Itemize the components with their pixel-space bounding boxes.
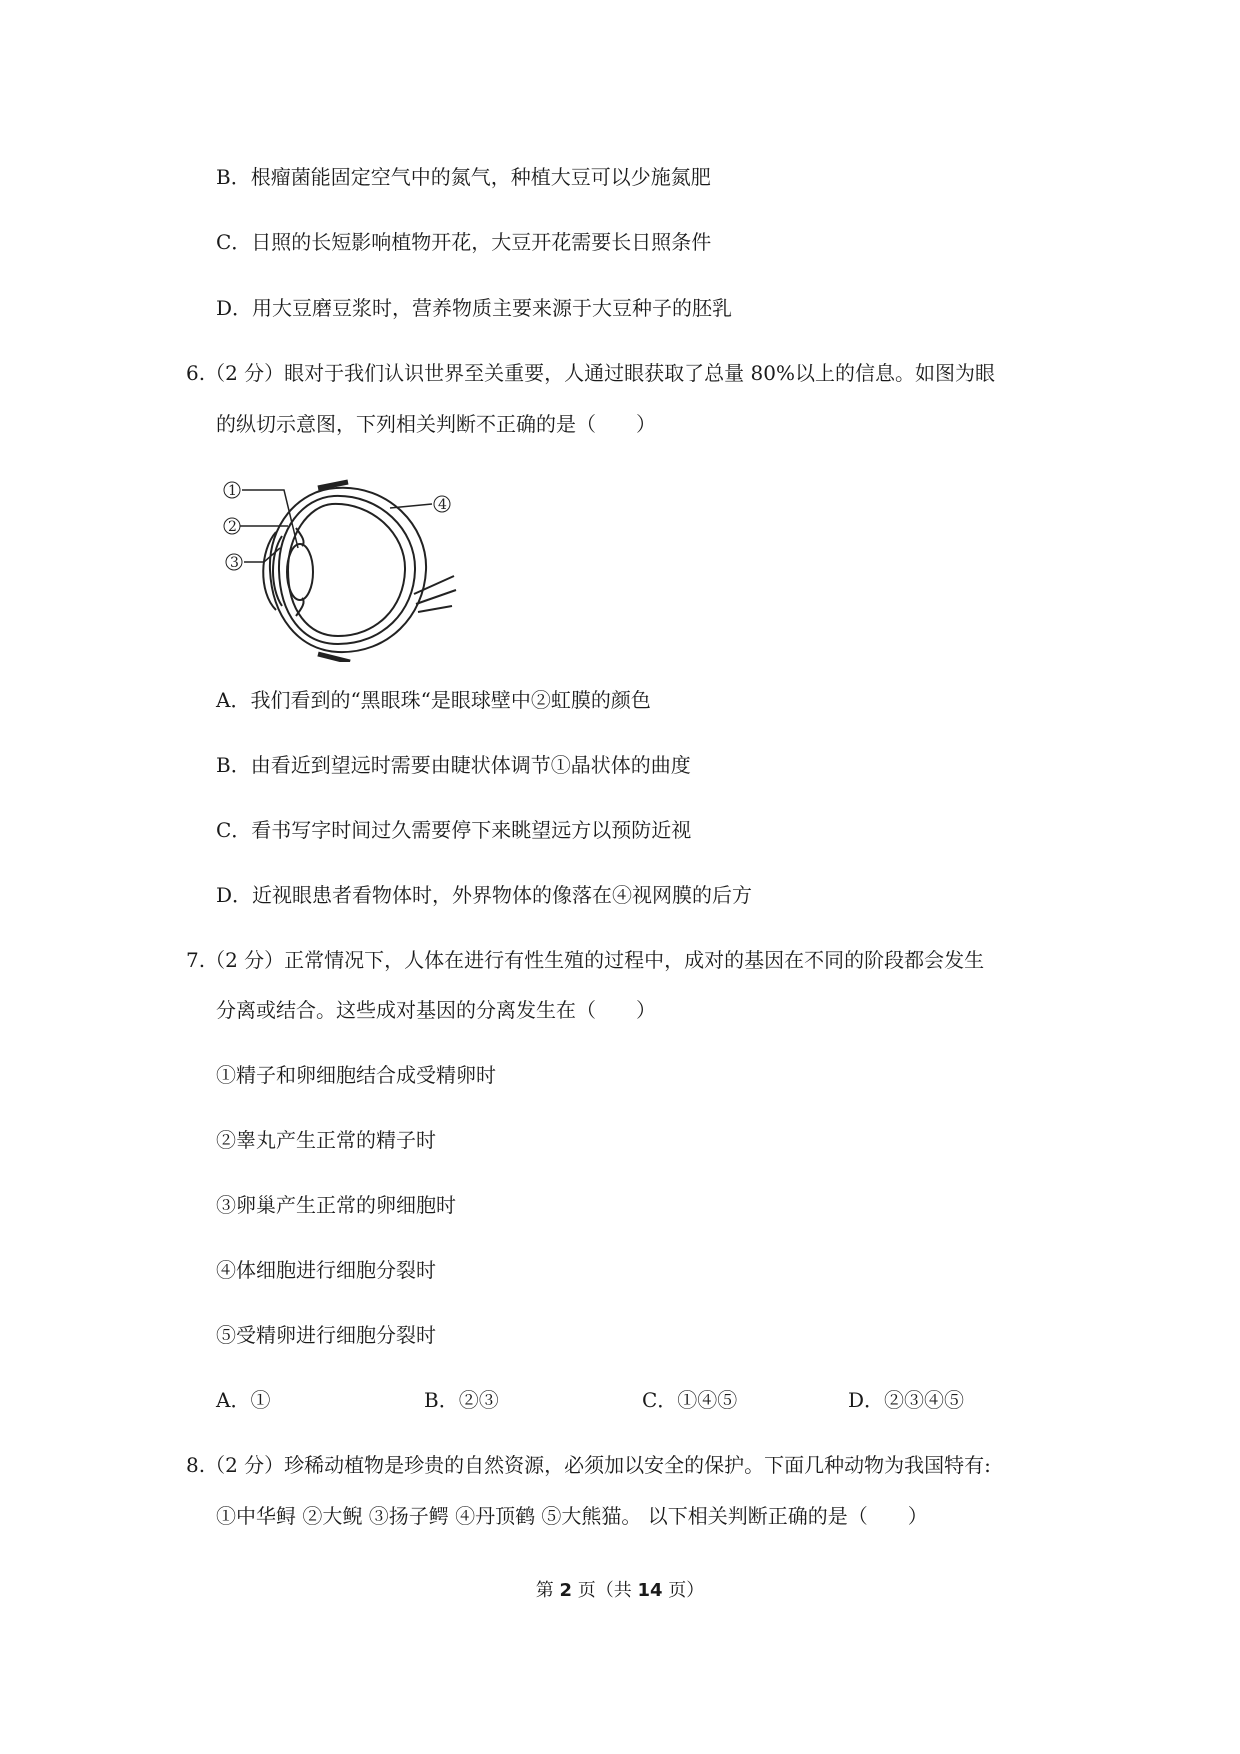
choroid-outline <box>279 496 415 644</box>
optic-nerve-bottom <box>418 606 452 612</box>
q8-stem-line1: 8.（2 分）珍稀动植物是珍贵的自然资源，必须加以安全的保护。下面几种动物为我国特有: <box>186 1453 991 1477</box>
q5-option-b: B．根瘤菌能固定空气中的氮气，种植大豆可以少施氮肥 <box>216 165 711 189</box>
page-footer <box>0 1578 1240 1604</box>
label-2-text: 2 <box>228 519 237 535</box>
q7-item-2: ②睾丸产生正常的精子时 <box>216 1128 436 1152</box>
q5-option-d: D．用大豆磨豆浆时，营养物质主要来源于大豆种子的胚乳 <box>216 296 733 320</box>
optic-nerve-top <box>414 576 454 594</box>
eyelid-bottom-mark <box>318 654 350 662</box>
q6-stem-line2: 的纵切示意图，下列相关判断不正确的是（ ） <box>216 412 656 436</box>
q7-item-3: ③卵巢产生正常的卵细胞时 <box>216 1193 456 1217</box>
eye-diagram-svg <box>218 466 468 662</box>
q6-stem-line1: 6.（2 分）眼对于我们认识世界至关重要，人通过眼获取了总量 80%以上的信息。如图为眼 <box>186 361 995 385</box>
label-3-text: 3 <box>230 555 239 571</box>
footer-page-number: 2 <box>559 1580 572 1601</box>
footer-total-pages: 14 <box>637 1580 663 1601</box>
footer-suffix: 页） <box>662 1580 705 1601</box>
eye-diagram <box>218 466 468 662</box>
q7-item-5: ⑤受精卵进行细胞分裂时 <box>216 1323 436 1347</box>
label-4-text: 4 <box>438 497 447 513</box>
q5-option-c: C．日照的长短影响植物开花，大豆开花需要长日照条件 <box>216 230 712 254</box>
q7-option-c: C．①④⑤ <box>642 1388 738 1412</box>
q6-option-a: A．我们看到的“黑眼珠“是眼球壁中②虹膜的颜色 <box>216 688 651 712</box>
footer-middle: 页（共 <box>572 1580 638 1601</box>
q6-option-b: B．由看近到望远时需要由睫状体调节①晶状体的曲度 <box>216 753 691 777</box>
q7-option-a: A．① <box>216 1388 271 1412</box>
q7-option-d: D．②③④⑤ <box>848 1388 965 1412</box>
retina-outline <box>288 504 405 636</box>
q7-item-4: ④体细胞进行细胞分裂时 <box>216 1258 436 1282</box>
sclera-outline <box>270 488 426 652</box>
q7-option-b: B．②③ <box>424 1388 499 1412</box>
q7-stem-line2: 分离或结合。这些成对基因的分离发生在（ ） <box>216 998 656 1022</box>
footer-prefix: 第 <box>535 1580 560 1601</box>
q6-option-c: C．看书写字时间过久需要停下来眺望远方以预防近视 <box>216 818 692 842</box>
label-1-text: 1 <box>228 483 237 499</box>
q6-option-d: D．近视眼患者看物体时，外界物体的像落在④视网膜的后方 <box>216 883 753 907</box>
q8-stem-line2: ①中华鲟 ②大鲵 ③扬子鳄 ④丹顶鹤 ⑤大熊猫。 以下相关判断正确的是（ ） <box>216 1504 928 1528</box>
q7-item-1: ①精子和卵细胞结合成受精卵时 <box>216 1063 496 1087</box>
lens-shape <box>287 544 313 600</box>
q7-stem-line1: 7.（2 分）正常情况下，人体在进行有性生殖的过程中，成对的基因在不同的阶段都会发生 <box>186 948 985 972</box>
